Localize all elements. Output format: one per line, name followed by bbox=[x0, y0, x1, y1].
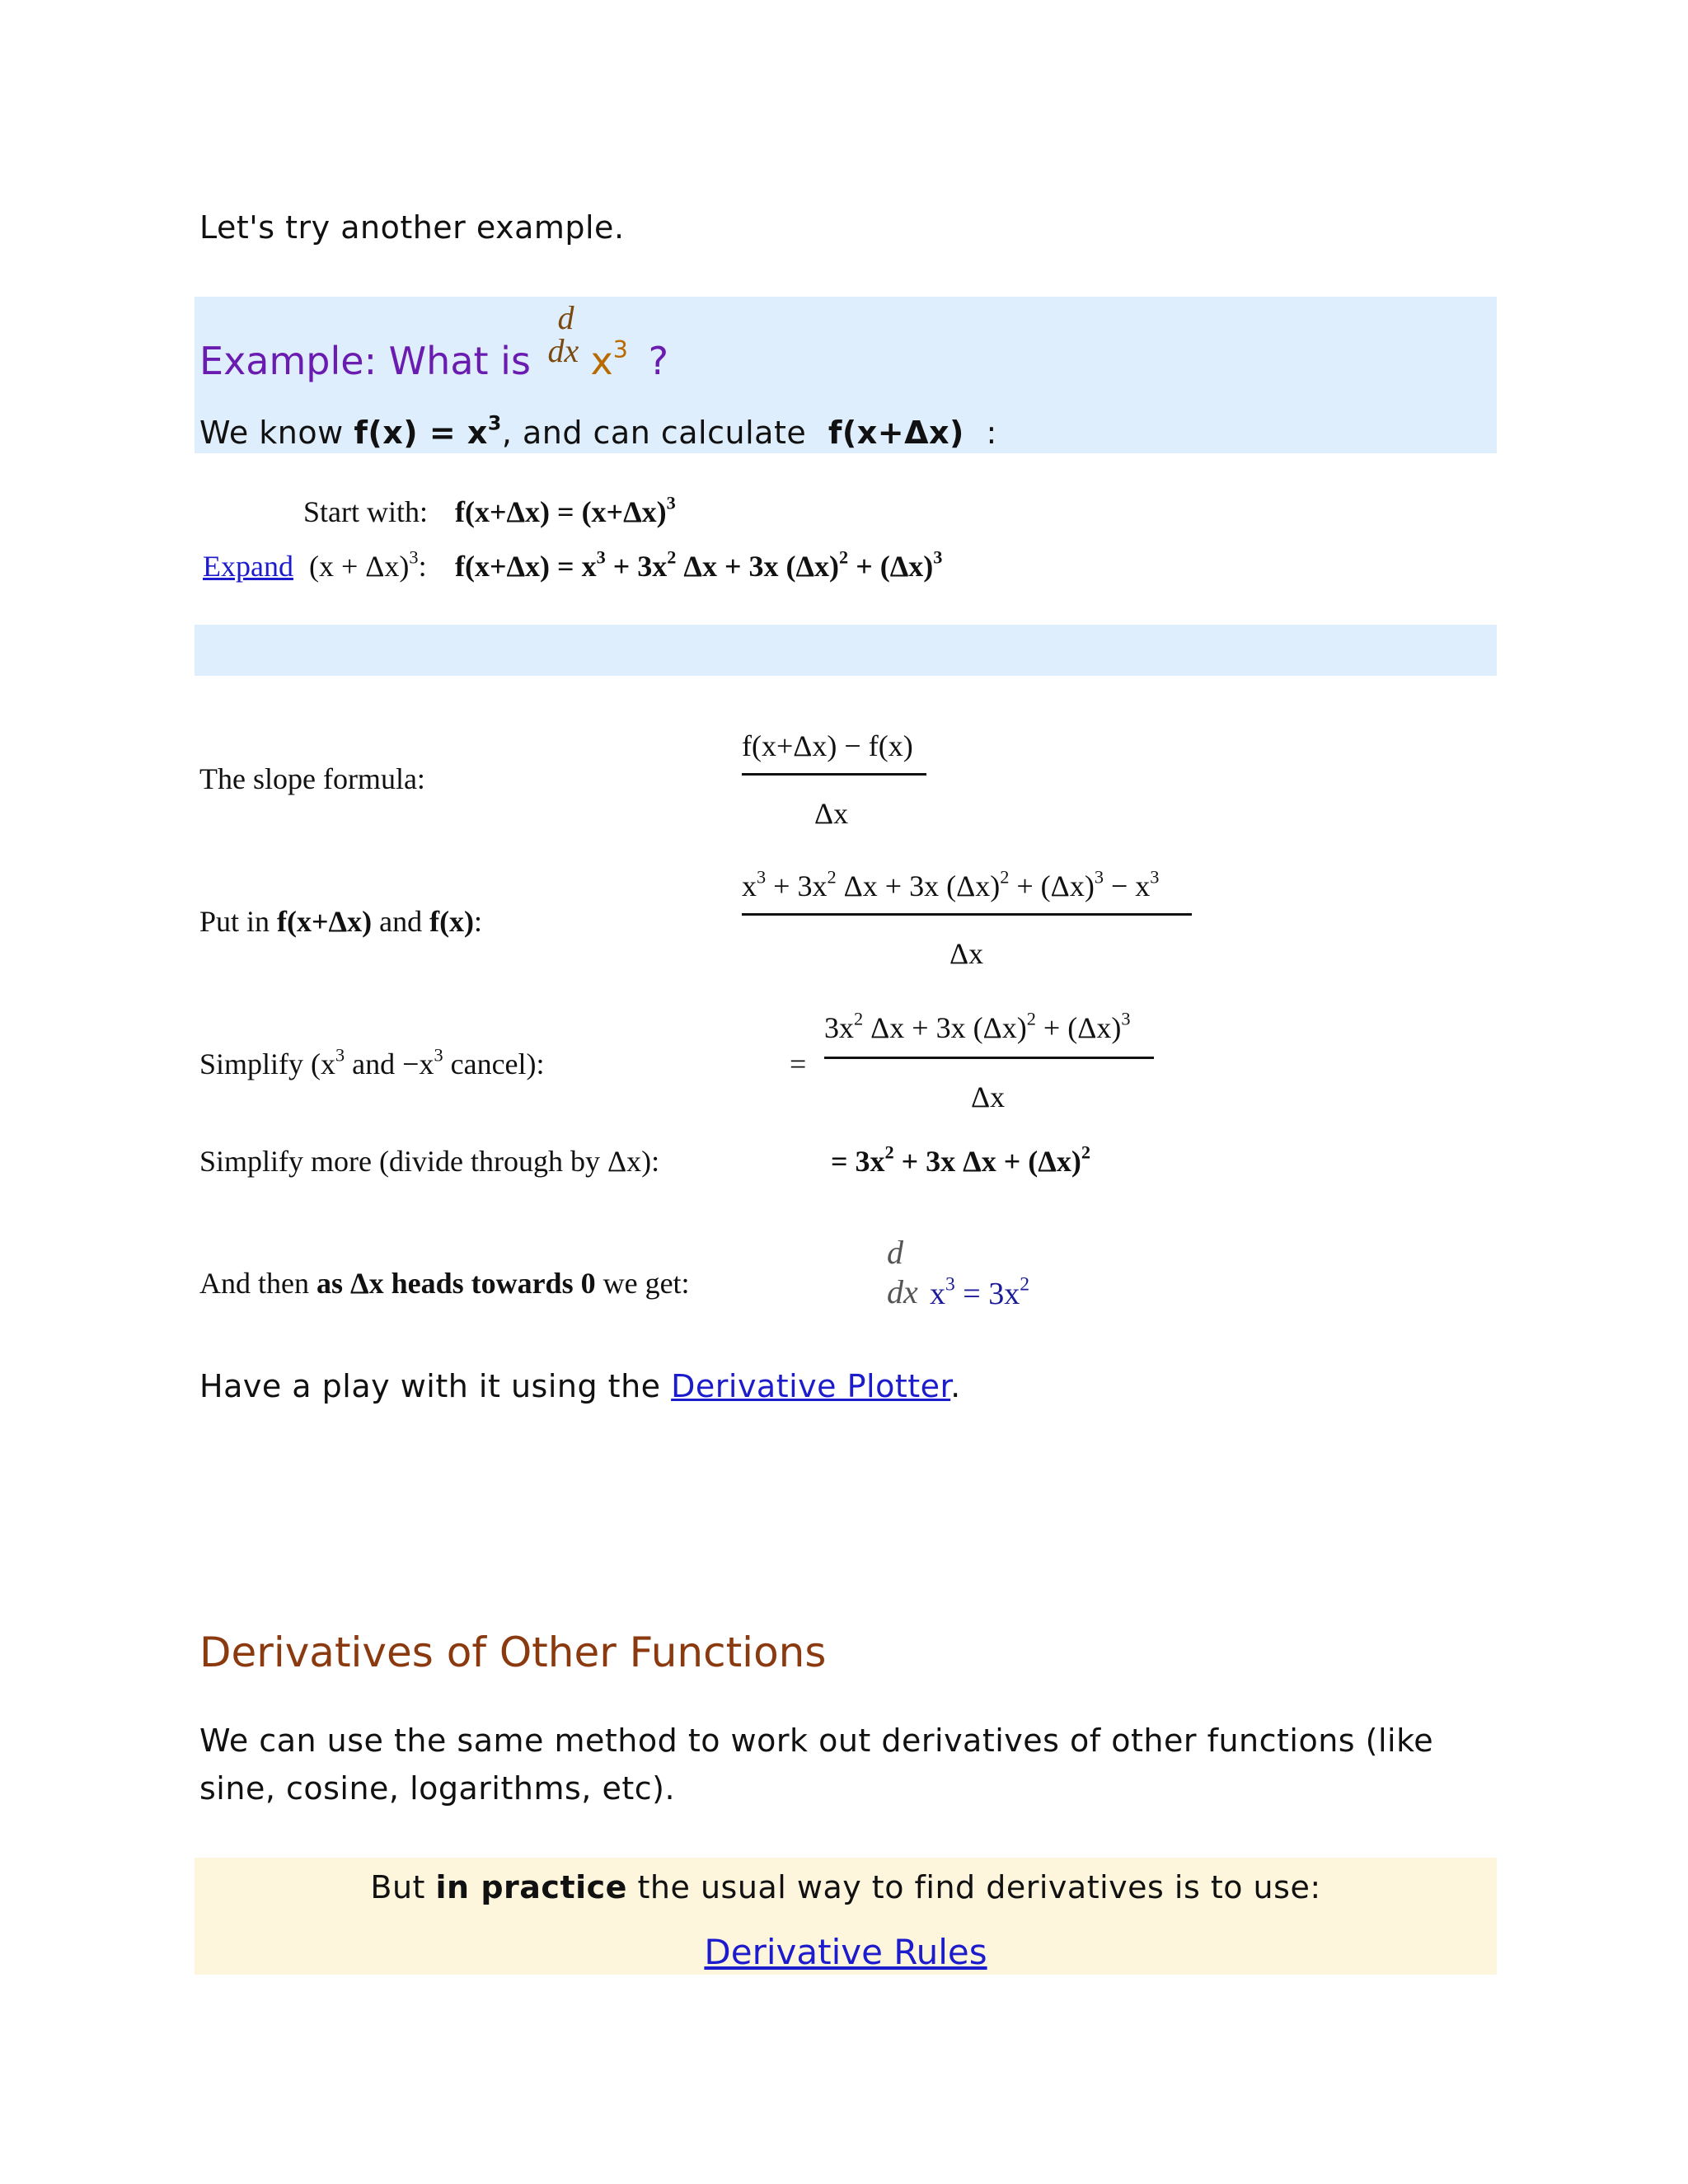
final-result: $x^3 = 3x^2$ bbox=[930, 1273, 1029, 1311]
simplify-denominator: Δx bbox=[971, 1080, 1006, 1113]
expand-term: $(x + \Delta x)^3$: bbox=[308, 546, 427, 583]
putin-label: Put in f(x+Δx) and f(x): bbox=[199, 905, 483, 938]
derivative-plotter-link[interactable]: Derivative Plotter bbox=[671, 1368, 951, 1404]
derivative-rules-link[interactable]: Derivative Rules bbox=[704, 1932, 987, 1972]
simplify-more-result: = $3x^2 + 3x$ $\Delta x + (\Delta x)^2$ bbox=[831, 1141, 1090, 1178]
section-para-line1: We can use the same method to work out derivatives of other functions (like bbox=[199, 1722, 1434, 1759]
d-numerator: d bbox=[557, 299, 574, 336]
expand-expr: $f(x+\Delta x) = x^3 + 3x^2$ Δx + 3x $(\Delta x)^2 + (\Delta x)^3$ bbox=[455, 546, 943, 583]
final-dx: dx bbox=[887, 1273, 918, 1310]
final-d: d bbox=[887, 1234, 903, 1271]
simplify-equals: = bbox=[790, 1047, 807, 1080]
known-func: $f(x) = x^3$ bbox=[354, 411, 502, 451]
simplify-numerator: $3x^2$ Δx + 3x $(\Delta x)^2 + (\Delta x)^3$ bbox=[824, 1008, 1131, 1044]
note-line: But in practice the usual way to find derivatives is to use: bbox=[370, 1869, 1321, 1905]
known-text-2: , and can calculate bbox=[501, 415, 807, 451]
derivative-operator bbox=[547, 299, 586, 384]
known-colon: : bbox=[986, 415, 997, 451]
slope-numerator: f(x+Δx) − f(x) bbox=[742, 729, 913, 762]
example-heading bbox=[199, 299, 668, 384]
example-heading-text: Example: What is bbox=[199, 339, 531, 383]
slope-denominator: Δx bbox=[814, 797, 849, 830]
putin-fraction-bar bbox=[742, 913, 1192, 916]
slope-label: The slope formula: bbox=[199, 762, 425, 795]
start-label: Start with: bbox=[303, 495, 428, 528]
putin-denominator: Δx bbox=[950, 937, 984, 970]
play-text: Have a play with it using the bbox=[199, 1368, 661, 1404]
expand-row bbox=[203, 546, 427, 583]
section-para-line2: sine, cosine, logarithms, etc). bbox=[199, 1770, 676, 1807]
final-label: And then as Δx heads towards 0 we get: bbox=[199, 1267, 690, 1300]
simplify-label: Simplify ($x^3$ and $-x^3$ cancel): bbox=[199, 1044, 545, 1080]
putin-numerator: $x^3 + 3x^2$ Δx + 3x $(\Delta x)^2 + (\Delta x)^3 - x^3$ bbox=[742, 866, 1160, 902]
intro-text: Let's try another example. bbox=[199, 209, 625, 246]
start-expr: $f(x+\Delta x) = (x+\Delta x)^3$ bbox=[455, 492, 676, 528]
note-link-row bbox=[195, 1932, 1497, 1972]
known-line bbox=[199, 411, 997, 451]
simplify-fraction-bar bbox=[824, 1057, 1154, 1059]
example-func: $x^3$ bbox=[590, 336, 628, 383]
play-line: Have a play with it using the Derivative Plotter. bbox=[199, 1368, 961, 1404]
known-text: We know bbox=[199, 415, 344, 451]
example-qmark: ? bbox=[648, 339, 668, 383]
known-fd: f(x+Δx) bbox=[828, 415, 964, 451]
dx-denominator: dx bbox=[547, 332, 579, 369]
expand-link[interactable]: Expand bbox=[203, 550, 293, 583]
simplify-more-label: Simplify more (divide through by Δx): bbox=[199, 1145, 660, 1178]
section-heading: Derivatives of Other Functions bbox=[199, 1629, 827, 1676]
example-band-bottom bbox=[195, 625, 1497, 676]
slope-fraction-bar bbox=[742, 773, 926, 776]
